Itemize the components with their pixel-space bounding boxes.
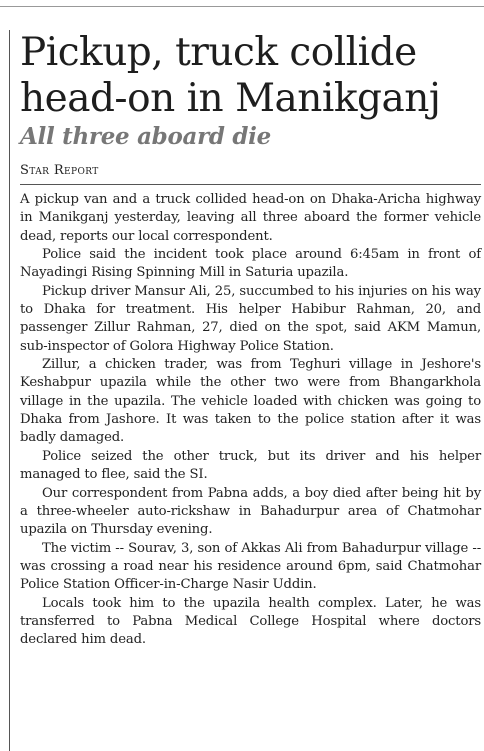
article-body: [20, 191, 481, 650]
headline: [20, 30, 481, 122]
byline: [20, 162, 481, 185]
paragraph-7: The victim -- Sourav, 3, son of Akkas Ali from Bahadurpur village -- was crossing a road near his residence around 6pm, said Chatmohar Police Station Officer-in-Charge Nasir Uddin.: [20, 540, 481, 593]
paragraph-1: A pickup van and a truck collided head-on on Dhaka-Aricha highway in Manikganj yesterday, leaving all three aboard the former vehicle dead, reports our local correspondent.: [20, 192, 481, 244]
paragraph-8: Locals took him to the upazila health complex. Later, he was transferred to Pabna Medical College Hospital where doctors declared him dead.: [20, 595, 481, 648]
top-divider: [0, 0, 484, 7]
paragraph-3: Pickup driver Mansur Ali, 25, succumbed to his injuries on his way to Dhaka for treatment. His helper Habibur Rahman, 20, and passenger Zillur Rahman, 27, died on the spot, said AKM Mamun, sub-inspector of Golora Highway Police Station.: [20, 283, 481, 354]
paragraph-2: Police said the incident took place around 6:45am in front of Nayadingi Rising Spinning Mill in Saturia upazila.: [20, 247, 481, 281]
headline-line-1: Pickup, truck collide: [20, 30, 417, 75]
subheadline: All three aboard die: [20, 123, 271, 150]
paragraph-4: Zillur, a chicken trader, was from Teghuri village in Jeshore's Keshabpur upazila while the other two were from Bhangarkhola village in the upazila. The vehicle loaded with chicken was going to Dhaka from Jashore. It was taken to the police station after it was badly damaged.: [20, 357, 481, 446]
paragraph-5: Police seized the other truck, but its driver and his helper managed to flee, said the SI.: [20, 448, 481, 483]
paragraph-6: Our correspondent from Pabna adds, a boy died after being hit by a three-wheeler auto-rickshaw in Bahadurpur area of Chatmohar upazila on Thursday evening.: [20, 485, 481, 538]
byline-text: Star Report: [20, 163, 99, 178]
news-article: [9, 30, 481, 751]
headline-line-2: head-on in Manikganj: [20, 76, 441, 121]
